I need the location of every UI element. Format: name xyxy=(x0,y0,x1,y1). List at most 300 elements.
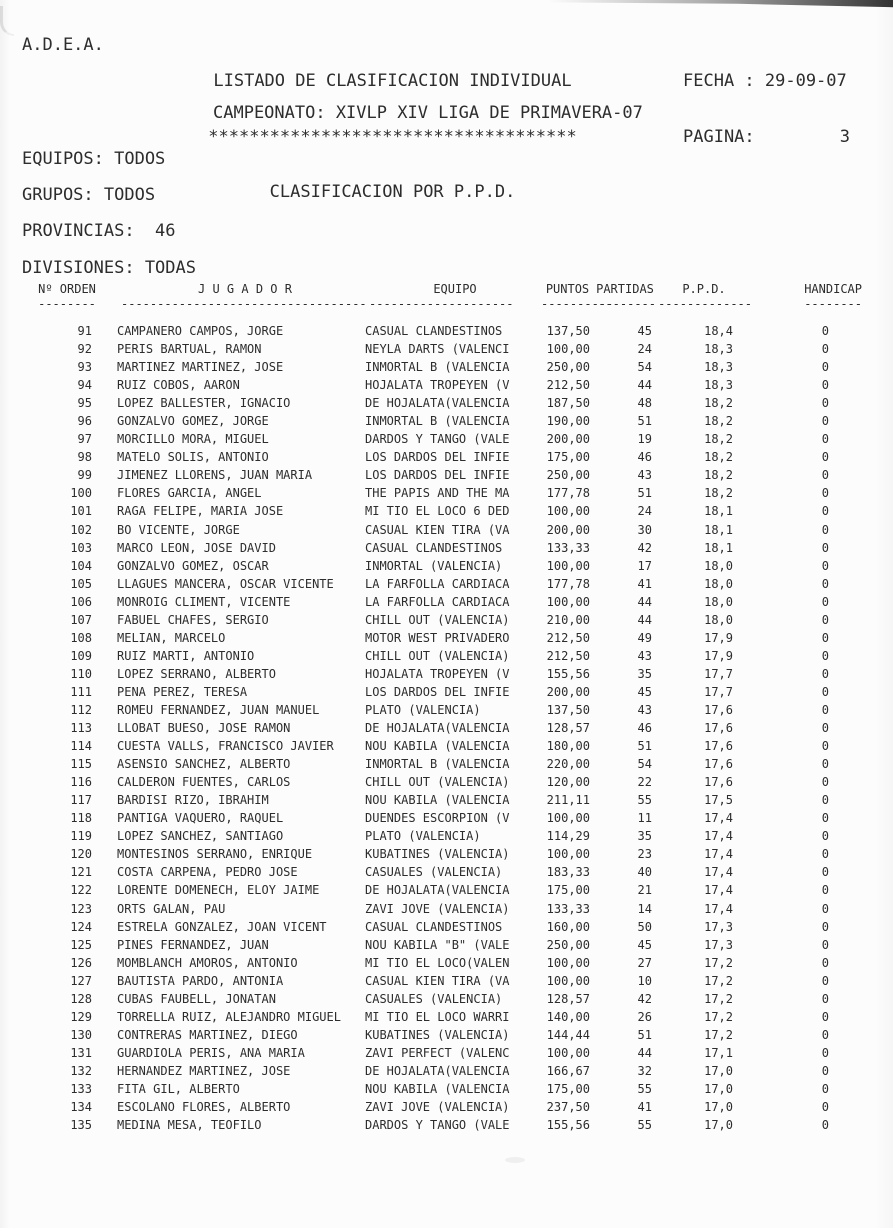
cell-equipo: DE HOJALATA(VALENCIA xyxy=(365,396,510,411)
cell-ppd: 18,2 xyxy=(704,396,733,411)
table-row xyxy=(0,1062,893,1080)
cell-puntos: 100,00 xyxy=(546,847,590,862)
cell-partidas: 45 xyxy=(637,937,652,952)
cell-equipo: CHILL OUT (VALENCIA) xyxy=(365,648,510,663)
cell-puntos: 220,00 xyxy=(546,757,590,772)
cell-handicap: 0 xyxy=(821,1027,829,1042)
cell-jugador: LLAGUES MANCERA, OSCAR VICENTE xyxy=(117,576,334,591)
cell-equipo: DE HOJALATA(VALENCIA xyxy=(365,1063,510,1078)
cell-orden: 95 xyxy=(77,396,92,411)
table-row xyxy=(0,990,893,1008)
cell-equipo: DE HOJALATA(VALENCIA xyxy=(365,721,510,736)
cell-ppd: 18,2 xyxy=(704,468,733,483)
column-header-jugador: J U G A D O R xyxy=(198,282,292,296)
cell-orden: 116 xyxy=(70,775,92,790)
cell-partidas: 19 xyxy=(637,432,652,447)
cell-handicap: 0 xyxy=(821,666,829,681)
cell-puntos: 250,00 xyxy=(546,468,590,483)
cell-puntos: 100,00 xyxy=(546,558,590,573)
cell-jugador: CAMPANERO CAMPOS, JORGE xyxy=(117,324,284,338)
classification-table xyxy=(0,281,893,1134)
cell-partidas: 26 xyxy=(637,1009,652,1024)
cell-puntos: 100,00 xyxy=(546,342,590,357)
title-block xyxy=(205,35,580,239)
cell-equipo: HOJALATA TROPEYEN (V xyxy=(365,666,510,681)
cell-orden: 91 xyxy=(77,324,92,338)
cell-partidas: 44 xyxy=(637,1045,652,1060)
cell-equipo: DARDOS Y TANGO (VALE xyxy=(365,1118,510,1133)
table-row xyxy=(0,719,893,737)
table-row xyxy=(0,521,893,539)
cell-orden: 107 xyxy=(70,612,92,627)
cell-handicap: 0 xyxy=(821,648,829,663)
cell-handicap: 0 xyxy=(821,991,829,1006)
table-row xyxy=(0,665,893,683)
cell-equipo: INMORTAL B (VALENCIA xyxy=(365,360,510,375)
cell-orden: 103 xyxy=(70,540,92,555)
cell-ppd: 17,9 xyxy=(704,648,733,663)
cell-equipo: THE PAPIS AND THE MA xyxy=(365,486,510,501)
cell-handicap: 0 xyxy=(821,432,829,447)
cell-handicap: 0 xyxy=(821,450,829,465)
cell-partidas: 41 xyxy=(637,576,652,591)
cell-partidas: 21 xyxy=(637,883,652,898)
table-row xyxy=(0,358,893,376)
cell-jugador: HERNANDEZ MARTINEZ, JOSE xyxy=(117,1063,291,1078)
cell-partidas: 30 xyxy=(637,522,652,537)
table-row xyxy=(0,629,893,647)
column-header-ppd: P.P.D. xyxy=(682,282,726,296)
cell-equipo: DE HOJALATA(VALENCIA xyxy=(365,883,510,898)
cell-orden: 94 xyxy=(77,378,92,393)
cell-partidas: 54 xyxy=(637,757,652,772)
cell-puntos: 200,00 xyxy=(546,432,590,447)
cell-orden: 108 xyxy=(70,630,92,645)
cell-partidas: 32 xyxy=(637,1063,652,1078)
cell-puntos: 183,33 xyxy=(546,865,590,880)
cell-jugador: FABUEL CHAFES, SERGIO xyxy=(117,612,269,627)
cell-equipo: CASUALES (VALENCIA) xyxy=(365,991,503,1006)
filter-divisiones: DIVISIONES: TODAS xyxy=(22,258,196,278)
cell-handicap: 0 xyxy=(821,684,829,699)
cell-puntos: 175,00 xyxy=(546,883,590,898)
cell-equipo: LOS DARDOS DEL INFIE xyxy=(365,468,510,483)
cell-orden: 112 xyxy=(70,702,92,717)
table-row xyxy=(0,755,893,773)
column-header-equipo: EQUIPO xyxy=(433,282,477,296)
cell-partidas: 11 xyxy=(637,811,652,826)
cell-puntos: 212,50 xyxy=(546,648,590,663)
cell-handicap: 0 xyxy=(821,865,829,880)
cell-partidas: 54 xyxy=(637,360,652,375)
table-row xyxy=(0,1116,893,1134)
cell-handicap: 0 xyxy=(821,1045,829,1060)
cell-handicap: 0 xyxy=(821,1009,829,1024)
cell-orden: 130 xyxy=(70,1027,92,1042)
cell-handicap: 0 xyxy=(821,324,829,338)
cell-puntos: 137,50 xyxy=(546,324,590,338)
cell-jugador: MELIAN, MARCELO xyxy=(117,630,226,645)
cell-handicap: 0 xyxy=(821,955,829,970)
cell-puntos: 180,00 xyxy=(546,739,590,754)
cell-equipo: CASUAL CLANDESTINOS xyxy=(365,540,503,555)
cell-puntos: 133,33 xyxy=(546,901,590,916)
cell-orden: 132 xyxy=(70,1063,92,1078)
table-row xyxy=(0,845,893,863)
cell-handicap: 0 xyxy=(821,919,829,934)
scan-edge-artifact-top xyxy=(548,0,893,9)
cell-ppd: 17,6 xyxy=(704,775,733,790)
cell-handicap: 0 xyxy=(821,811,829,826)
cell-ppd: 18,3 xyxy=(704,378,733,393)
cell-orden: 110 xyxy=(70,666,92,681)
cell-handicap: 0 xyxy=(821,468,829,483)
cell-jugador: BAUTISTA PARDO, ANTONIA xyxy=(117,973,284,988)
table-row xyxy=(0,881,893,899)
cell-partidas: 23 xyxy=(637,847,652,862)
cell-partidas: 42 xyxy=(637,991,652,1006)
cell-ppd: 17,6 xyxy=(704,757,733,772)
cell-equipo: ZAVI JOVE (VALENCIA) xyxy=(365,901,510,916)
cell-ppd: 18,0 xyxy=(704,558,733,573)
table-row xyxy=(0,539,893,557)
scan-edge-artifact-left xyxy=(0,6,14,36)
cell-ppd: 17,2 xyxy=(704,955,733,970)
cell-partidas: 35 xyxy=(637,666,652,681)
cell-orden: 120 xyxy=(70,847,92,862)
cell-handicap: 0 xyxy=(821,883,829,898)
cell-partidas: 10 xyxy=(637,973,652,988)
column-underline-equipo: -------------------- xyxy=(369,297,514,311)
cell-equipo: CHILL OUT (VALENCIA) xyxy=(365,612,510,627)
cell-orden: 99 xyxy=(77,468,92,483)
cell-orden: 104 xyxy=(70,558,92,573)
cell-ppd: 18,2 xyxy=(704,486,733,501)
cell-ppd: 17,4 xyxy=(704,847,733,862)
cell-jugador: PENA PEREZ, TERESA xyxy=(117,684,248,699)
filter-equipos: EQUIPOS: TODOS xyxy=(22,149,166,169)
cell-handicap: 0 xyxy=(821,558,829,573)
cell-jugador: LOPEZ SERRANO, ALBERTO xyxy=(117,666,276,681)
table-row xyxy=(0,918,893,936)
table-row xyxy=(0,954,893,972)
column-header-partidas: PARTIDAS xyxy=(596,282,654,296)
cell-jugador: LLOBAT BUESO, JOSE RAMON xyxy=(117,721,291,736)
cell-partidas: 43 xyxy=(637,702,652,717)
page-label: PAGINA: xyxy=(683,126,755,147)
cell-jugador: ORTS GALAN, PAU xyxy=(117,901,226,916)
cell-jugador: CUESTA VALLS, FRANCISCO JAVIER xyxy=(117,739,334,754)
cell-equipo: DARDOS Y TANGO (VALE xyxy=(365,432,510,447)
cell-partidas: 17 xyxy=(637,558,652,573)
table-row xyxy=(0,791,893,809)
cell-jugador: MONTESINOS SERRANO, ENRIQUE xyxy=(117,847,313,862)
cell-jugador: BO VICENTE, JORGE xyxy=(117,522,240,537)
cell-ppd: 17,5 xyxy=(704,793,733,808)
cell-orden: 93 xyxy=(77,360,92,375)
cell-orden: 111 xyxy=(70,684,92,699)
column-underline-handicap: -------- xyxy=(804,297,862,311)
cell-puntos: 100,00 xyxy=(546,594,590,609)
table-row xyxy=(0,737,893,755)
cell-puntos: 237,50 xyxy=(546,1100,590,1115)
cell-puntos: 200,00 xyxy=(546,684,590,699)
cell-partidas: 22 xyxy=(637,775,652,790)
cell-puntos: 100,00 xyxy=(546,1045,590,1060)
cell-equipo: NEYLA DARTS (VALENCI xyxy=(365,342,510,357)
table-row xyxy=(0,1026,893,1044)
cell-jugador: MORCILLO MORA, MIGUEL xyxy=(117,432,269,447)
cell-ppd: 17,0 xyxy=(704,1063,733,1078)
cell-puntos: 211,11 xyxy=(546,793,590,808)
cell-partidas: 51 xyxy=(637,739,652,754)
cell-ppd: 17,7 xyxy=(704,666,733,681)
cell-puntos: 250,00 xyxy=(546,360,590,375)
table-row xyxy=(0,1080,893,1098)
cell-orden: 135 xyxy=(70,1118,92,1133)
cell-partidas: 51 xyxy=(637,414,652,429)
cell-ppd: 18,2 xyxy=(704,450,733,465)
cell-jugador: FLORES GARCIA, ANGEL xyxy=(117,486,262,501)
column-header-puntos: PUNTOS xyxy=(545,282,590,296)
cell-partidas: 45 xyxy=(637,684,652,699)
cell-ppd: 18,3 xyxy=(704,360,733,375)
cell-jugador: PERIS BARTUAL, RAMON xyxy=(117,342,262,357)
cell-puntos: 212,50 xyxy=(546,378,590,393)
cell-orden: 119 xyxy=(70,829,92,844)
cell-handicap: 0 xyxy=(821,576,829,591)
table-row xyxy=(0,647,893,665)
cell-ppd: 17,3 xyxy=(704,937,733,952)
cell-equipo: NOU KABILA (VALENCIA xyxy=(365,793,510,808)
cell-partidas: 51 xyxy=(637,1027,652,1042)
cell-puntos: 175,00 xyxy=(546,1081,590,1096)
cell-orden: 117 xyxy=(70,793,92,808)
cell-ppd: 17,2 xyxy=(704,1027,733,1042)
cell-orden: 118 xyxy=(70,811,92,826)
cell-puntos: 177,78 xyxy=(546,486,590,501)
cell-puntos: 100,00 xyxy=(546,955,590,970)
report-subtitle: CLASIFICACION POR P.P.D. xyxy=(269,182,516,202)
cell-equipo: CASUALES (VALENCIA) xyxy=(365,865,503,880)
cell-orden: 113 xyxy=(70,721,92,736)
cell-ppd: 18,2 xyxy=(704,432,733,447)
cell-puntos: 155,56 xyxy=(546,666,590,681)
table-row xyxy=(0,1008,893,1026)
column-underline-jugador: ---------------------------------- xyxy=(121,297,367,311)
cell-ppd: 17,0 xyxy=(704,1081,733,1096)
cell-equipo: KUBATINES (VALENCIA) xyxy=(365,847,510,862)
cell-handicap: 0 xyxy=(821,342,829,357)
cell-jugador: PANTIGA VAQUERO, RAQUEL xyxy=(117,811,284,826)
cell-equipo: DUENDES ESCORPION (V xyxy=(365,811,510,826)
table-row xyxy=(0,448,893,466)
table-row xyxy=(0,484,893,502)
cell-partidas: 45 xyxy=(637,324,652,338)
scan-smudge xyxy=(505,1157,525,1163)
cell-puntos: 100,00 xyxy=(546,811,590,826)
cell-ppd: 17,0 xyxy=(704,1100,733,1115)
filter-provincias: PROVINCIAS: 46 xyxy=(22,221,176,241)
cell-jugador: COSTA CARPENA, PEDRO JOSE xyxy=(117,865,298,880)
cell-puntos: 120,00 xyxy=(546,775,590,790)
cell-jugador: MONROIG CLIMENT, VICENTE xyxy=(117,594,291,609)
cell-orden: 127 xyxy=(70,973,92,988)
cell-partidas: 43 xyxy=(637,648,652,663)
cell-jugador: ROMEU FERNANDEZ, JUAN MANUEL xyxy=(117,702,320,717)
meta-block xyxy=(683,35,850,183)
cell-puntos: 190,00 xyxy=(546,414,590,429)
cell-jugador: GONZALVO GOMEZ, JORGE xyxy=(117,414,269,429)
cell-ppd: 18,4 xyxy=(704,324,733,338)
cell-partidas: 44 xyxy=(637,612,652,627)
table-row xyxy=(0,575,893,593)
column-underline-orden: -------- xyxy=(38,297,96,311)
column-header-handicap: HANDICAP xyxy=(804,282,862,296)
cell-handicap: 0 xyxy=(821,901,829,916)
cell-handicap: 0 xyxy=(821,522,829,537)
table-row xyxy=(0,972,893,990)
cell-equipo: MI TIO EL LOCO WARRI xyxy=(365,1009,510,1024)
cell-orden: 97 xyxy=(77,432,92,447)
cell-ppd: 17,4 xyxy=(704,901,733,916)
cell-puntos: 140,00 xyxy=(546,1009,590,1024)
cell-equipo: CASUAL CLANDESTINOS xyxy=(365,324,503,338)
cell-puntos: 114,29 xyxy=(546,829,590,844)
cell-equipo: LOS DARDOS DEL INFIE xyxy=(365,450,510,465)
page-line xyxy=(683,128,850,147)
cell-equipo: MI TIO EL LOCO 6 DED xyxy=(365,504,510,519)
cell-partidas: 48 xyxy=(637,396,652,411)
column-header-orden: Nº ORDEN xyxy=(38,282,96,296)
cell-equipo: HOJALATA TROPEYEN (V xyxy=(365,378,510,393)
cell-ppd: 18,0 xyxy=(704,612,733,627)
cell-jugador: LOPEZ BALLESTER, IGNACIO xyxy=(117,396,291,411)
cell-ppd: 17,2 xyxy=(704,1009,733,1024)
cell-puntos: 155,56 xyxy=(546,1118,590,1133)
cell-jugador: ESCOLANO FLORES, ALBERTO xyxy=(117,1100,291,1115)
cell-equipo: CASUAL KIEN TIRA (VA xyxy=(365,973,510,988)
table-row xyxy=(0,827,893,845)
cell-handicap: 0 xyxy=(821,829,829,844)
cell-handicap: 0 xyxy=(821,973,829,988)
cell-orden: 106 xyxy=(70,594,92,609)
organization-name: A.D.E.A. xyxy=(22,35,104,55)
table-row xyxy=(0,611,893,629)
cell-jugador: MARTINEZ MARTINEZ, JOSE xyxy=(117,360,284,375)
cell-ppd: 18,1 xyxy=(704,522,733,537)
cell-partidas: 35 xyxy=(637,829,652,844)
cell-handicap: 0 xyxy=(821,486,829,501)
cell-equipo: KUBATINES (VALENCIA) xyxy=(365,1027,510,1042)
championship-line: CAMPEONATO: XIVLP XIV LIGA DE PRIMAVERA-07 xyxy=(213,103,643,123)
cell-ppd: 18,1 xyxy=(704,540,733,555)
cell-puntos: 187,50 xyxy=(546,396,590,411)
cell-orden: 128 xyxy=(70,991,92,1006)
cell-jugador: JIMENEZ LLORENS, JUAN MARIA xyxy=(117,468,313,483)
table-row xyxy=(0,1044,893,1062)
cell-equipo: NOU KABILA (VALENCIA xyxy=(365,739,510,754)
cell-jugador: LORENTE DOMENECH, ELOY JAIME xyxy=(117,883,320,898)
cell-jugador: MOMBLANCH AMOROS, ANTONIO xyxy=(117,955,298,970)
page-number: 3 xyxy=(839,126,850,147)
title-underline-stars: ************************************ xyxy=(208,126,577,147)
table-row xyxy=(0,340,893,358)
cell-orden: 101 xyxy=(70,504,92,519)
cell-equipo: CHILL OUT (VALENCIA) xyxy=(365,775,510,790)
column-underline-ppd: ------------- xyxy=(658,297,752,311)
cell-ppd: 17,6 xyxy=(704,739,733,754)
cell-jugador: CONTRERAS MARTINEZ, DIEGO xyxy=(117,1027,298,1042)
table-row xyxy=(0,466,893,484)
table-row xyxy=(0,322,893,340)
cell-partidas: 46 xyxy=(637,721,652,736)
cell-partidas: 42 xyxy=(637,540,652,555)
cell-handicap: 0 xyxy=(821,630,829,645)
cell-orden: 114 xyxy=(70,739,92,754)
table-row xyxy=(0,557,893,575)
cell-puntos: 166,67 xyxy=(546,1063,590,1078)
table-row xyxy=(0,430,893,448)
cell-ppd: 18,1 xyxy=(704,504,733,519)
date-line: FECHA : 29-09-07 xyxy=(683,71,847,91)
cell-partidas: 55 xyxy=(637,793,652,808)
cell-handicap: 0 xyxy=(821,594,829,609)
cell-ppd: 17,6 xyxy=(704,721,733,736)
table-row xyxy=(0,683,893,701)
cell-partidas: 24 xyxy=(637,342,652,357)
report-title: LISTADO DE CLASIFICACION INDIVIDUAL xyxy=(213,71,572,91)
cell-handicap: 0 xyxy=(821,775,829,790)
cell-ppd: 17,2 xyxy=(704,991,733,1006)
cell-handicap: 0 xyxy=(821,396,829,411)
table-row xyxy=(0,773,893,791)
cell-jugador: TORRELLA RUIZ, ALEJANDRO MIGUEL xyxy=(117,1009,341,1024)
cell-jugador: ESTRELA GONZALEZ, JOAN VICENT xyxy=(117,919,327,934)
cell-orden: 129 xyxy=(70,1009,92,1024)
cell-handicap: 0 xyxy=(821,1063,829,1078)
cell-partidas: 14 xyxy=(637,901,652,916)
table-row xyxy=(0,412,893,430)
cell-puntos: 250,00 xyxy=(546,937,590,952)
cell-ppd: 17,9 xyxy=(704,630,733,645)
table-row xyxy=(0,394,893,412)
cell-orden: 98 xyxy=(77,450,92,465)
cell-partidas: 49 xyxy=(637,630,652,645)
cell-handicap: 0 xyxy=(821,360,829,375)
cell-equipo: LOS DARDOS DEL INFIE xyxy=(365,684,510,699)
cell-partidas: 55 xyxy=(637,1081,652,1096)
cell-ppd: 17,0 xyxy=(704,1118,733,1133)
cell-ppd: 17,4 xyxy=(704,883,733,898)
cell-equipo: INMORTAL B (VALENCIA xyxy=(365,757,510,772)
cell-orden: 105 xyxy=(70,576,92,591)
cell-jugador: FITA GIL, ALBERTO xyxy=(117,1081,240,1096)
cell-orden: 96 xyxy=(77,414,92,429)
cell-handicap: 0 xyxy=(821,702,829,717)
cell-equipo: PLATO (VALENCIA) xyxy=(365,829,481,844)
cell-puntos: 175,00 xyxy=(546,450,590,465)
cell-orden: 122 xyxy=(70,883,92,898)
cell-partidas: 51 xyxy=(637,486,652,501)
cell-ppd: 18,3 xyxy=(704,342,733,357)
cell-equipo: MOTOR WEST PRIVADERO xyxy=(365,630,510,645)
cell-handicap: 0 xyxy=(821,504,829,519)
cell-ppd: 17,2 xyxy=(704,973,733,988)
cell-jugador: GONZALVO GOMEZ, OSCAR xyxy=(117,558,269,573)
cell-orden: 121 xyxy=(70,865,92,880)
cell-partidas: 44 xyxy=(637,378,652,393)
